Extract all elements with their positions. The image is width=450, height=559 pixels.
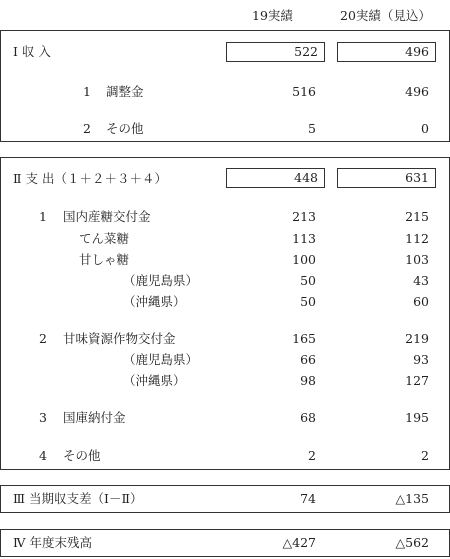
expense-item-fy20: 2 bbox=[421, 448, 429, 463]
expense-region-fy20: 93 bbox=[413, 352, 429, 367]
expense-total-fy19: 448 bbox=[294, 170, 318, 185]
expense-subitem-fy19: 113 bbox=[292, 231, 316, 246]
column-header-fy20: 20実績（見込） bbox=[340, 8, 431, 23]
income-section bbox=[0, 30, 450, 142]
expense-region-fy20: 127 bbox=[405, 373, 429, 388]
expense-region-fy20: 60 bbox=[413, 294, 429, 309]
expense-region-fy19: 50 bbox=[300, 273, 316, 288]
expense-item-label: 国内産糖交付金 bbox=[63, 209, 151, 224]
expense-item-fy20: 215 bbox=[405, 209, 429, 224]
income-item-num: 1 bbox=[83, 84, 91, 99]
expense-item-fy20: 219 bbox=[405, 331, 429, 346]
expense-subitem-fy20: 112 bbox=[405, 231, 429, 246]
balance-section bbox=[0, 485, 450, 513]
expense-section bbox=[0, 157, 450, 470]
column-header-fy19: 19実績 bbox=[252, 8, 293, 23]
expense-item-num: 1 bbox=[39, 209, 47, 224]
expense-item-label: 甘味資源作物交付金 bbox=[63, 331, 176, 346]
expense-item-num: 3 bbox=[39, 410, 47, 425]
expense-total-fy19-box bbox=[226, 168, 325, 188]
expense-region-fy19: 50 bbox=[300, 294, 316, 309]
expense-total-fy20-box bbox=[337, 168, 436, 188]
income-item-label: その他 bbox=[106, 121, 144, 136]
expense-region-label: （沖縄県） bbox=[123, 373, 186, 388]
expense-subitem-label: 甘しゃ糖 bbox=[79, 252, 130, 267]
income-total-fy20-box bbox=[337, 42, 436, 62]
year-end-title: Ⅳ 年度末残高 bbox=[13, 535, 92, 550]
expense-region-fy20: 43 bbox=[413, 273, 429, 288]
income-total-fy19: 522 bbox=[294, 44, 318, 59]
year-end-fy20: △562 bbox=[395, 535, 429, 550]
income-item-fy19: 5 bbox=[308, 121, 316, 136]
income-total-fy19-box bbox=[226, 42, 325, 62]
expense-item-num: 2 bbox=[39, 331, 47, 346]
income-title: Ⅰ 収 入 bbox=[13, 44, 51, 59]
expense-region-fy19: 98 bbox=[300, 373, 316, 388]
year-end-fy19: △427 bbox=[282, 535, 316, 550]
income-item-fy19: 516 bbox=[292, 84, 316, 99]
income-item-label: 調整金 bbox=[106, 84, 144, 99]
balance-fy20: △135 bbox=[395, 491, 429, 506]
expense-region-label: （鹿児島県） bbox=[123, 352, 199, 367]
expense-region-label: （鹿児島県） bbox=[123, 273, 199, 288]
income-total-fy20: 496 bbox=[405, 44, 429, 59]
year-end-section bbox=[0, 529, 450, 557]
expense-item-fy19: 2 bbox=[308, 448, 316, 463]
expense-item-fy19: 213 bbox=[292, 209, 316, 224]
income-item-fy20: 496 bbox=[405, 84, 429, 99]
expense-subitem-fy19: 100 bbox=[292, 252, 316, 267]
expense-subitem-fy20: 103 bbox=[405, 252, 429, 267]
expense-item-num: 4 bbox=[39, 448, 47, 463]
expense-total-fy20: 631 bbox=[405, 170, 429, 185]
expense-subitem-label: てん菜糖 bbox=[79, 231, 130, 246]
expense-region-fy19: 66 bbox=[300, 352, 316, 367]
expense-item-fy20: 195 bbox=[405, 410, 429, 425]
expense-region-label: （沖縄県） bbox=[123, 294, 186, 309]
income-item-num: 2 bbox=[83, 121, 91, 136]
expense-title: Ⅱ 支 出（１＋２＋３＋４） bbox=[13, 171, 167, 186]
expense-item-label: 国庫納付金 bbox=[63, 410, 126, 425]
expense-item-label: その他 bbox=[63, 448, 101, 463]
income-item-fy20: 0 bbox=[421, 121, 429, 136]
balance-fy19: 74 bbox=[300, 491, 316, 506]
expense-item-fy19: 68 bbox=[300, 410, 316, 425]
balance-title: Ⅲ 当期収支差（Ⅰ－Ⅱ） bbox=[13, 491, 143, 506]
expense-item-fy19: 165 bbox=[292, 331, 316, 346]
